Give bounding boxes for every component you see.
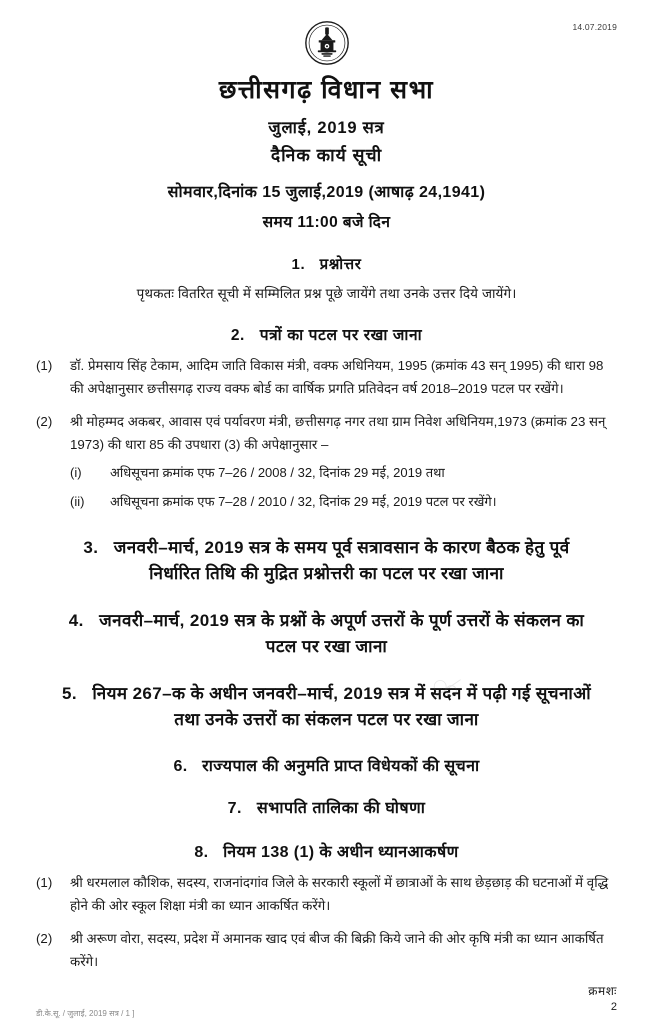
section-title-7: सभापति तालिका की घोषणा (256, 800, 426, 818)
section-number-2: 2. (230, 327, 245, 344)
item-number: (1) (36, 875, 53, 891)
subitem-number: (i) (70, 465, 82, 481)
section-title-8: नियम 138 (1) के अधीन ध्यानआकर्षण (223, 844, 459, 862)
page-number: 2 (610, 1001, 617, 1013)
continued-label: क्रमशः (588, 984, 617, 998)
list-subitem (34, 491, 619, 513)
date-stamp: 14.07.2019 (572, 22, 617, 32)
section-number-7: 7. (227, 800, 242, 818)
item-number: (2) (36, 413, 53, 429)
list-subitem (34, 462, 619, 484)
subitem-text: अधिसूचना क्रमांक एफ 7–26 / 2008 / 32, दिनांक 29 मई, 2019 तथा (110, 465, 445, 481)
section-heading-8 (34, 840, 619, 862)
government-emblem-icon (304, 20, 350, 66)
list-title: दैनिक कार्य सूची (270, 145, 383, 165)
item-number: (1) (36, 358, 53, 373)
item-text: डॉ. प्रेमसाय सिंह टेकाम, आदिम जाति विकास मंत्री, वक्फ अधिनियम, 1995 (क्रमांक 43 सन् 1995) की धारा 98 की अपेक्षानुसार छत्तीसगढ़ राज्य वक्फ बोर्ड का वार्षिक प्रगति प्रतिवेदन वर्ष 2018–2019 पटल पर रखेंगे। (70, 358, 604, 396)
sitting-time-line: समय 11:00 बजे दिन (262, 214, 391, 231)
section-heading-5 (34, 681, 619, 732)
item-number: (2) (36, 930, 53, 946)
section-number-6: 6. (173, 758, 188, 776)
assembly-title: छत्तीसगढ़ विधान सभा (218, 76, 435, 104)
section-1-note: पृथकतः वितरित सूची में सम्मिलित प्रश्न पूछे जायेंगे तथा उनके उत्तर दिये जायेंगे। (136, 286, 517, 301)
section-heading-3 (34, 535, 619, 586)
section-number-5: 5. (62, 684, 78, 704)
section-number-1: 1. (291, 256, 306, 273)
section-title-3: जनवरी–मार्च, 2019 सत्र के समय पूर्व सत्रावसान के कारण बैठक हेतु पूर्व निर्धारित तिथि की मुद्रित प्रश्नोत्तरी का पटल पर रखा जाना (113, 538, 570, 583)
list-item (34, 355, 619, 401)
paper-watermark-icon (430, 676, 464, 702)
subitem-text: अधिसूचना क्रमांक एफ 7–28 / 2010 / 32, दिनांक 29 मई, 2019 पटल पर रखेंगे। (110, 493, 497, 509)
item-text: श्री अरूण वोरा, सदस्य, प्रदेश में अमानक खाद एवं बीज की बिक्री किये जाने की ओर कृषि मंत्री का ध्यान आकर्षित करेंगे। (70, 930, 604, 969)
emblem-container (34, 20, 619, 70)
section-heading-7 (34, 796, 619, 818)
session-label: जुलाई, 2019 सत्र (268, 119, 385, 137)
section-title-6: राज्यपाल की अनुमति प्राप्त विधेयकों की सूचना (202, 758, 480, 776)
section-title-1: प्रश्नोत्तर (319, 256, 362, 273)
section-title-5: नियम 267–क के अधीन जनवरी–मार्च, 2019 सत्र में सदन में पढ़ी गई सूचनाओं तथा उनके उत्तरों का संकलन पटल पर रखा जाना (92, 684, 591, 729)
section-heading-1 (34, 254, 619, 274)
section-number-4: 4. (68, 611, 84, 631)
section-title-2: पत्रों का पटल पर रखा जाना (259, 327, 423, 344)
item-text: श्री मोहम्मद अकबर, आवास एवं पर्यावरण मंत्री, छत्तीसगढ़ नगर तथा ग्राम निवेश अधिनियम,1973 (क्रमांक 23 सन् 1973) की धारा 85 की उपधारा (3) की अपेक्षानुसार – (70, 413, 606, 452)
section-heading-6 (34, 754, 619, 776)
list-item (34, 872, 619, 918)
section-heading-4 (34, 608, 619, 659)
sitting-date-line: सोमवार,दिनांक 15 जुलाई,2019 (आषाढ़ 24,1941) (167, 184, 486, 201)
item-text: श्री धरमलाल कौशिक, सदस्य, राजनांदगांव जिले के सरकारी स्कूलों में छात्राओं के साथ छेड़छाड़ की घटनाओं में वृद्धि होने की ओर स्कूल शिक्षा मंत्री का ध्यान आकर्षित करेंगे। (70, 875, 609, 914)
section-title-4: जनवरी–मार्च, 2019 सत्र के प्रश्नों के अपूर्ण उत्तरों के पूर्ण उत्तरों के संकलन का पटल पर रखा जाना (99, 611, 585, 656)
section-number-8: 8. (194, 844, 209, 862)
list-item (34, 411, 619, 457)
section-number-3: 3. (83, 538, 99, 558)
section-heading-2 (34, 323, 619, 345)
subitem-number: (ii) (70, 493, 85, 509)
list-item (34, 928, 619, 974)
file-note: डी.के.सू. / जुलाई, 2019 सत्र / 1 ] (36, 1009, 135, 1018)
